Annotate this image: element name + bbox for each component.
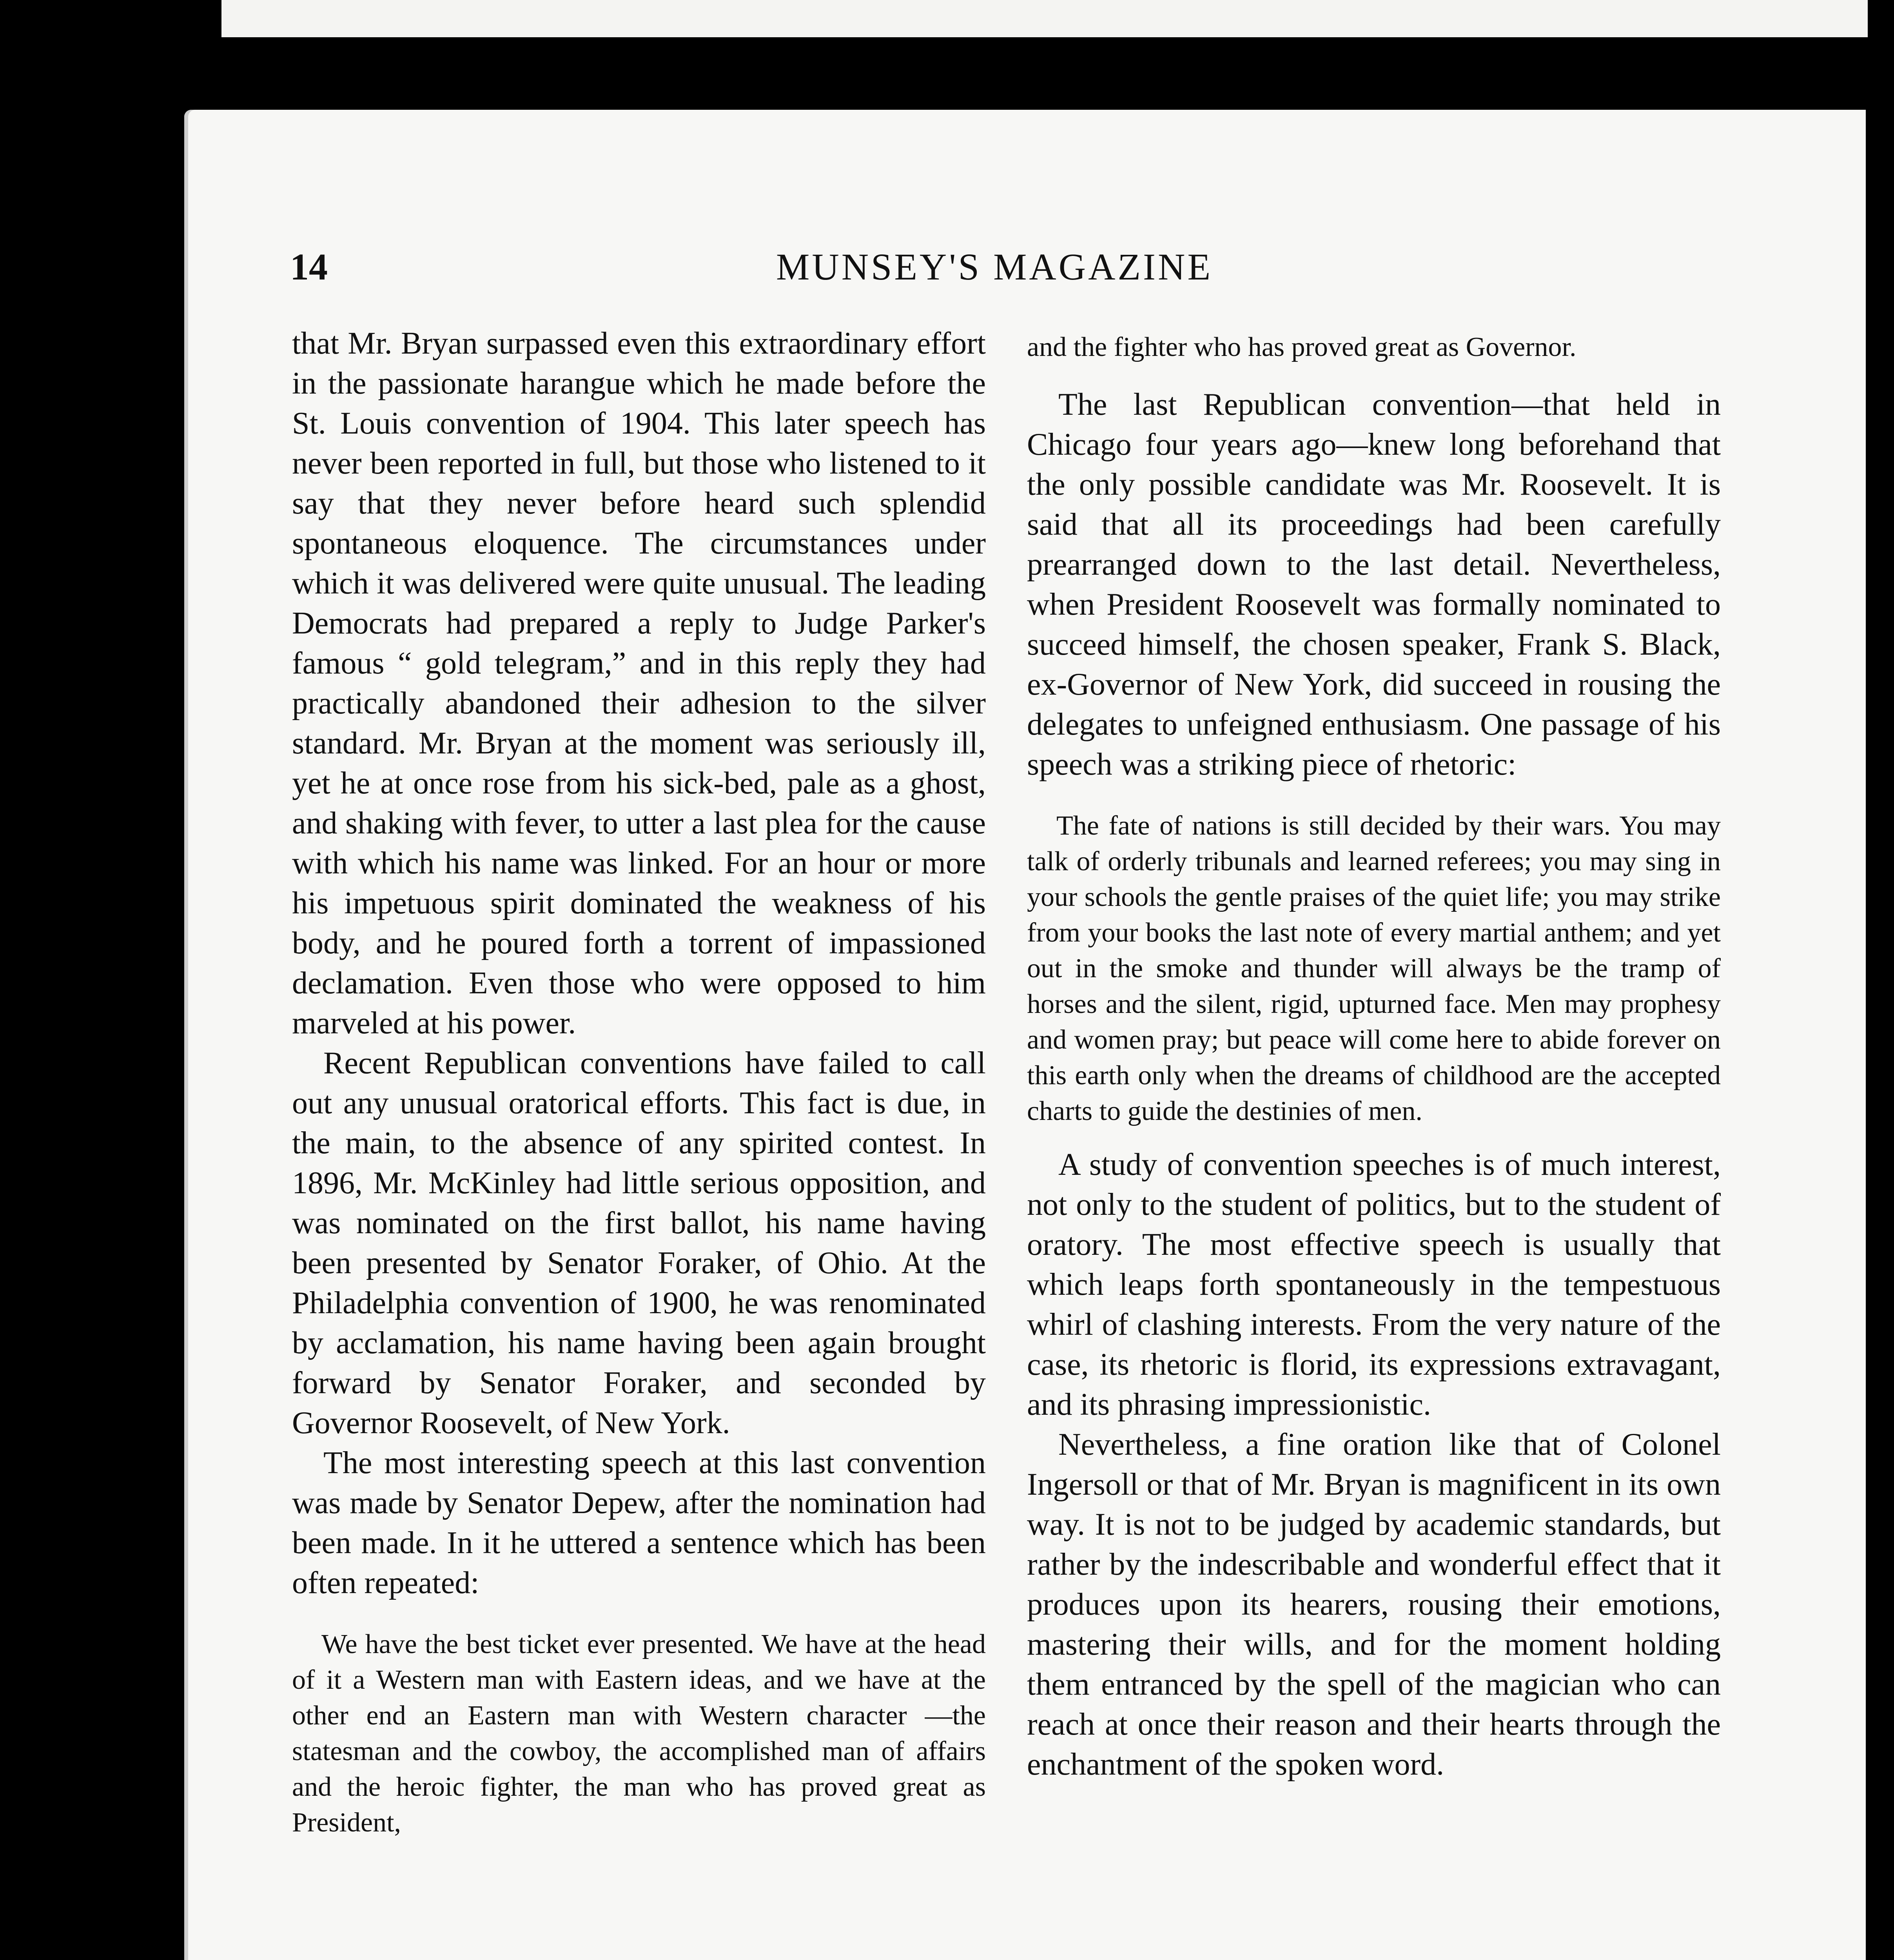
right-paragraph-2: A study of convention speeches is of much interest, not only to the student of politics, but to the student of oratory. The most effective speech is usually that which leaps forth spontaneously in the tempestuous whirl of clashing interests. From the very nature of the case, its rhetoric is florid, its expressions extravagant, and its phrasing impressionistic. [1027,1147,1721,1422]
left-paragraph-2: Recent Republican conventions have failed to call out any unusual oratorical efforts. This fact is due, in the main, to the absence of any spirited contest. In 1896, Mr. McKinley had little serious opposition, and was nominated on the first ballot, his name having been presented by Senator Foraker, of Ohio. At the Philadelphia convention of 1900, he was renominated by acclamation, his name having been again brought forward by Senator Foraker, and seconded by Governor Roosevelt, of New York. [292,1046,986,1440]
left-paragraph-1: that Mr. Bryan surpassed even this extraordinary effort in the passionate harangue which he made before the St. Louis convention of 1904. This later speech has never been reported in full, but those who listened to it say that they never before heard such splendid spontaneous eloquence. The circumstances under which it was delivered were quite unusual. The leading Democrats had prepared a reply to Judge Parker's famous “ gold telegram,” and in this reply they had practically abandoned their adhesion to the silver standard. Mr. Bryan at the moment was seriously ill, yet he at once rose from his sick-bed, pale as a ghost, and shaking with fever, to utter a last plea for the cause with which his name was linked. For an hour or more his impetuous spirit dominated the weakness of his body, and he poured forth a torrent of impassioned declamation. Even those who were opposed to him marveled at his power. [292,326,986,1040]
left-paragraph-3: The most interesting speech at this last convention was made by Senator Depew, after the nomination had been made. In it he uttered a sentence which has been often repeated: [292,1446,986,1600]
magazine-page [184,110,1866,1960]
depew-quote-continued: and the fighter who has proved great as Governor. [1027,332,1577,362]
page-number: 14 [290,246,328,288]
right-column [1027,329,1721,1784]
top-scan-edge [0,0,1894,118]
page-header [290,245,1791,323]
right-paragraph-3: Nevertheless, a fine oration like that of Colonel Ingersoll or that of Mr. Bryan is magnificent in its own way. It is not to be judged by academic standards, but rather by the indescribable and wonderful effect that it produces upon its hearers, rousing their emotions, mastering their wills, and for the moment holding them entranced by the spell of the magician who can reach at once their reason and their hearts through the enchantment of the spoken word. [1027,1427,1721,1782]
right-paragraph-1: The last Republican convention—that held in Chicago four years ago—knew long beforehand that the only possible candidate was Mr. Roosevelt. It is said that all its proceedings had been carefully prearranged down to the last detail. Nevertheless, when President Roosevelt was formally nominated to succeed himself, the chosen speaker, Frank S. Black, ex-Governor of New York, did succeed in rousing the delegates to unfeigned enthusiasm. One passage of his speech was a striking piece of rhetoric: [1027,387,1721,782]
black-quote: The fate of nations is still decided by their wars. You may talk of orderly tribunals and learned referees; you may sing in your schools the gentle praises of the quiet life; you may strike from your books the last note of every martial anthem; and yet out in the smoke and thunder will always be the tramp of horses and the silent, rigid, upturned face. Men may prophesy and women pray; but peace will come here to abide forever on this earth only when the dreams of childhood are the accepted charts to guide the destinies of men. [1027,811,1721,1126]
previous-page-edge [221,0,1868,37]
depew-quote: We have the best ticket ever presented. We have at the head of it a Western man with Eastern ideas, and we have at the other end an Eastern man with Western character —the statesman and the cowboy, the accomplished man of affairs and the heroic fighter, the man who has proved great as President, [292,1629,986,1838]
running-title: MUNSEY'S MAGAZINE [776,246,1213,288]
left-column [292,323,986,1856]
